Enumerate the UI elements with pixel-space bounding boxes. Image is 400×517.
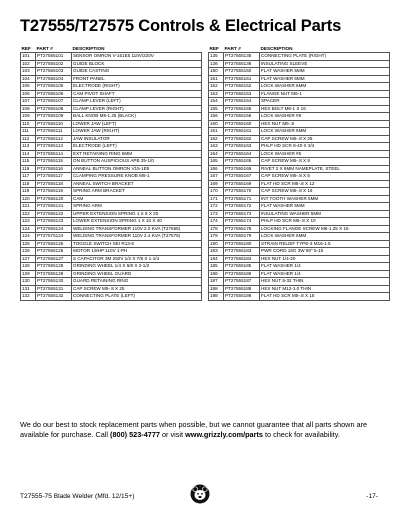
ref-number-cell: 127 [21, 255, 36, 263]
part-number-cell: PT27555113 [36, 143, 72, 151]
description-cell: FLAT WASHER 5MM [260, 203, 390, 211]
table-row [209, 75, 390, 83]
part-number-cell: PT27555187 [224, 278, 260, 286]
table-row [21, 75, 202, 83]
part-number-cell: PT27555183 [224, 248, 260, 256]
part-number-cell: PT27555118 [36, 180, 72, 188]
ref-number-cell: 160 [209, 120, 224, 128]
part-number-cell: PT27555121 [36, 203, 72, 211]
part-number-cell: PT27555151 [224, 75, 260, 83]
ref-number-cell: 178 [209, 225, 224, 233]
description-cell: PHLP HD SCR 8-40 X 3/4 [260, 143, 390, 151]
description-cell: MOTOR 1/8HP 110V 1-PH [72, 248, 202, 256]
table-row [209, 255, 390, 263]
description-cell: UPPER EXTENSION SPRING 1 X 8 X 20 [72, 210, 202, 218]
ref-number-cell: 167 [209, 173, 224, 181]
ref-number-cell: 136 [209, 60, 224, 68]
table-row [209, 90, 390, 98]
description-cell: WELDING TRANSFORMER 110V 2.4 KVA (T27575) [72, 233, 202, 241]
ref-number-cell: 123 [21, 218, 36, 226]
part-number-cell: PT27555178 [224, 225, 260, 233]
description-cell: SPACER [260, 98, 390, 106]
description-cell: WELDING TRANSFORMER 110V 2.0 KVA (T27555) [72, 225, 202, 233]
description-cell: CAM [72, 195, 202, 203]
table-row [209, 135, 390, 143]
description-cell: HEX NUT M5-.8 [260, 120, 390, 128]
ref-number-cell: 179 [209, 233, 224, 241]
table-row [21, 225, 202, 233]
ref-number-cell: 128 [21, 263, 36, 271]
table-row [21, 278, 202, 286]
phone-number: (800) 523-4777 [110, 430, 160, 439]
col-header-part: PART # [36, 46, 53, 51]
description-cell: INSULATING SLEEVE [260, 60, 390, 68]
description-cell: FLAT WASHER 1/4 [260, 263, 390, 271]
part-number-cell: PT27555130 [36, 278, 72, 286]
description-cell: LOCK WASHER #5 [260, 150, 390, 158]
part-number-cell: PT27555107 [36, 98, 72, 106]
description-cell: CAP SCREW M5-.8 X 25 [72, 285, 202, 293]
ref-number-cell: 108 [21, 105, 36, 113]
part-number-cell: PT27555122 [36, 210, 72, 218]
description-cell: PWR CORD 16G 3W 90" 5-15 [260, 248, 390, 256]
table-row [21, 90, 202, 98]
description-cell: GRINDING WHEEL GUARD [72, 270, 202, 278]
table-header-row [21, 45, 202, 53]
part-number-cell: PT27555116 [36, 165, 72, 173]
description-cell: FLAT WASHER 5MM [260, 68, 390, 76]
description-cell: JAW INSULATOR [72, 135, 202, 143]
table-row [21, 263, 202, 271]
part-number-cell: PT27555106 [36, 90, 72, 98]
ref-number-cell: 162 [209, 135, 224, 143]
note-text: or visit [159, 430, 186, 439]
table-row [21, 128, 202, 136]
description-cell: RIVET 2 X 6MM NAMEPLATE, STEEL [260, 165, 390, 173]
ref-number-cell: 174 [209, 218, 224, 226]
description-cell: LOCKING FLANGE SCREW M6-1.25 X 16 [260, 225, 390, 233]
description-cell: BALL KNOB M8-1.25 (BLACK) [72, 113, 202, 121]
description-cell: LOCK WASHER 5MM [260, 128, 390, 136]
description-cell: LOWER JAW (RIGHT) [72, 128, 202, 136]
part-number-cell: PT27555129 [36, 270, 72, 278]
table-row [21, 210, 202, 218]
ref-number-cell: 184 [209, 255, 224, 263]
ref-number-cell: 156 [209, 113, 224, 121]
footer-model-text: T27555-75 Blade Welder (Mfd. 12/15+) [20, 493, 135, 500]
description-cell: GUARD RETAINING RING [72, 278, 202, 286]
part-number-cell: PT27555152 [224, 83, 260, 91]
ref-number-cell: 183 [209, 248, 224, 256]
table-row [21, 150, 202, 158]
table-row [209, 225, 390, 233]
page-number: -17- [366, 493, 378, 500]
part-number-cell: PT27555120 [36, 195, 72, 203]
part-number-cell: PT27555165 [224, 158, 260, 166]
part-number-cell: PT27555162 [224, 135, 260, 143]
ref-number-cell: 173 [209, 210, 224, 218]
table-row [209, 278, 390, 286]
part-number-cell: PT27555104 [36, 75, 72, 83]
description-cell: GRINDING WHEEL 1/4 X 5/8 X 2-1/2 [72, 263, 202, 271]
description-cell: CAP SCREW M5-.8 X 25 [260, 135, 390, 143]
ref-number-cell: 126 [21, 248, 36, 256]
table-row [209, 143, 390, 151]
description-cell: HEX NUT 8-32 THIN [260, 278, 390, 286]
description-cell: INSULATING WASHER 5MM [260, 210, 390, 218]
ref-number-cell: 188 [209, 285, 224, 293]
table-row [209, 270, 390, 278]
col-header-description: DESCRIPTION [260, 46, 293, 51]
description-cell: LOCK WASHER 6MM [260, 233, 390, 241]
table-row [21, 188, 202, 196]
part-number-cell: PT27555108 [36, 105, 72, 113]
part-number-cell: PT27555184 [224, 255, 260, 263]
table-row [21, 98, 202, 106]
table-row [209, 218, 390, 226]
ref-number-cell: 135 [209, 53, 224, 61]
note-text: to check for availability. [262, 430, 340, 439]
ref-number-cell: 117 [21, 173, 36, 181]
table-row [209, 203, 390, 211]
table-row [21, 285, 202, 293]
ref-number-cell: 114 [21, 150, 36, 158]
part-number-cell: PT27555160 [224, 120, 260, 128]
ref-number-cell: 120 [21, 195, 36, 203]
description-cell: CONNECTING PLATE (LEFT) [72, 293, 202, 301]
col-header-ref: REF [209, 46, 219, 51]
description-cell: LOWER EXTENSION SPRING 1 X 10 X 40 [72, 218, 202, 226]
part-number-cell: PT27555109 [36, 113, 72, 121]
part-number-cell: PT27555198 [224, 293, 260, 301]
table-row [209, 240, 390, 248]
description-cell: CAP SCREW M5-.8 X 6 [260, 173, 390, 181]
description-cell: EXT RETAINING RING 5MM [72, 150, 202, 158]
description-cell: FLAT WASHER 6MM [260, 75, 390, 83]
ref-number-cell: 198 [209, 293, 224, 301]
table-row [21, 105, 202, 113]
part-number-cell: PT27555132 [36, 293, 72, 301]
description-cell: CLAMP LEVER (LEFT) [72, 98, 202, 106]
ref-number-cell: 106 [21, 90, 36, 98]
table-row [209, 60, 390, 68]
table-row [21, 68, 202, 76]
ref-number-cell: 124 [21, 225, 36, 233]
ref-number-cell: 163 [209, 143, 224, 151]
part-number-cell: PT27555169 [224, 180, 260, 188]
table-row [209, 165, 390, 173]
table-row [209, 210, 390, 218]
part-number-cell: PT27555117 [36, 173, 72, 181]
part-number-cell: PT27555166 [224, 165, 260, 173]
table-row [21, 53, 202, 61]
table-row [209, 233, 390, 241]
table-row [21, 143, 202, 151]
part-number-cell: PT27555126 [36, 248, 72, 256]
description-cell: CAM PIVOT SHAFT [72, 90, 202, 98]
ref-number-cell: 119 [21, 188, 36, 196]
col-header-ref: REF [21, 46, 31, 51]
description-cell: ELECTRODE (LEFT) [72, 143, 202, 151]
description-cell: FLAT WASHER 1/4 [260, 270, 390, 278]
description-cell: CONNECTING PLATE (RIGHT) [260, 53, 390, 61]
ref-number-cell: 129 [21, 270, 36, 278]
ref-number-cell: 165 [209, 158, 224, 166]
ref-number-cell: 121 [21, 203, 36, 211]
part-number-cell: PT27555172 [224, 203, 260, 211]
description-cell: FLANGE NUT M6-1 [260, 90, 390, 98]
part-number-cell: PT27555110 [36, 120, 72, 128]
table-row [21, 203, 202, 211]
table-row [209, 105, 390, 113]
ref-number-cell: 169 [209, 180, 224, 188]
ref-number-cell: 161 [209, 128, 224, 136]
part-number-cell: PT27555156 [224, 113, 260, 121]
table-row [209, 195, 390, 203]
table-row [21, 255, 202, 263]
table-row [21, 195, 202, 203]
table-row [209, 120, 390, 128]
ref-number-cell: 118 [21, 180, 36, 188]
ref-number-cell: 153 [209, 90, 224, 98]
part-number-cell: PT27555167 [224, 173, 260, 181]
description-cell: ELECTRODE (RIGHT) [72, 83, 202, 91]
part-number-cell: PT27555111 [36, 128, 72, 136]
part-number-cell: PT27555112 [36, 135, 72, 143]
table-row [209, 98, 390, 106]
table-row [209, 285, 390, 293]
part-number-cell: PT27555123 [36, 218, 72, 226]
description-cell: SPRING ARM BRACKET [72, 188, 202, 196]
ref-number-cell: 102 [21, 60, 36, 68]
ref-number-cell: 110 [21, 120, 36, 128]
part-number-cell: PT27555154 [224, 98, 260, 106]
table-row [21, 135, 202, 143]
table-row [209, 128, 390, 136]
ref-number-cell: 103 [21, 68, 36, 76]
description-cell: ANNEAL SWITCH BRACKET [72, 180, 202, 188]
part-number-cell: PT27555179 [224, 233, 260, 241]
table-row [209, 158, 390, 166]
description-cell: FLAT HD SCR M5-.8 X 15 [260, 293, 390, 301]
ref-number-cell: 132 [21, 293, 36, 301]
grizzly-bear-logo-icon [190, 484, 210, 504]
table-row [21, 180, 202, 188]
table-header-row [209, 45, 390, 53]
ref-number-cell: 130 [21, 278, 36, 286]
description-cell: PHLP HD SCR M5-.8 X 10 [260, 218, 390, 226]
part-number-cell: PT27555155 [224, 105, 260, 113]
ref-number-cell: 154 [209, 98, 224, 106]
part-number-cell: PT27575124 [36, 233, 72, 241]
ref-number-cell: 172 [209, 203, 224, 211]
table-row [209, 248, 390, 256]
table-row [21, 158, 202, 166]
ref-number-cell: 164 [209, 150, 224, 158]
part-number-cell: PT27555105 [36, 83, 72, 91]
ref-number-cell: 116 [21, 165, 36, 173]
table-row [21, 240, 202, 248]
ref-number-cell: 186 [209, 270, 224, 278]
part-number-cell: PT27555180 [224, 240, 260, 248]
part-number-cell: PT27555173 [224, 210, 260, 218]
description-cell: INT TOOTH WASHER 5MM [260, 195, 390, 203]
ref-number-cell: 150 [209, 68, 224, 76]
table-row [21, 218, 202, 226]
parts-table-right [208, 45, 390, 301]
description-cell: CAP SCREW M5-.8 X 16 [260, 188, 390, 196]
part-number-cell: PT27555164 [224, 150, 260, 158]
description-cell: GUIDE CASTING [72, 68, 202, 76]
table-row [209, 293, 390, 301]
table-row [209, 150, 390, 158]
table-row [209, 113, 390, 121]
ref-number-cell: 151 [209, 75, 224, 83]
description-cell: ON BUTTON AUSPICIOUS APB 25-1/0 [72, 158, 202, 166]
parts-url-link[interactable]: www.grizzly.com/parts [185, 430, 263, 439]
description-cell: CLAMPING PRESSURE KNOB M6-1 [72, 173, 202, 181]
ref-number-cell: 122 [21, 210, 36, 218]
ref-number-cell: 101 [21, 53, 36, 61]
ref-number-cell: 105 [21, 83, 36, 91]
ref-number-cell: 115 [21, 158, 36, 166]
table-row [21, 113, 202, 121]
ref-number-cell: 125 [21, 240, 36, 248]
ref-number-cell: 152 [209, 83, 224, 91]
part-number-cell: PT27555170 [224, 188, 260, 196]
description-cell: CAP SCREW M5-.8 X 8 [260, 158, 390, 166]
table-row [209, 173, 390, 181]
ref-number-cell: 131 [21, 285, 36, 293]
table-row [209, 180, 390, 188]
page-title: T27555/T27575 Controls & Electrical Parts [20, 17, 342, 35]
ref-number-cell: 166 [209, 165, 224, 173]
ref-number-cell: 170 [209, 188, 224, 196]
part-number-cell: PT27555161 [224, 128, 260, 136]
part-number-cell: PT27555136 [224, 60, 260, 68]
description-cell: TOGGLE SWITCH SEI R13-5 [72, 240, 202, 248]
ref-number-cell: 185 [209, 263, 224, 271]
ref-number-cell: 109 [21, 113, 36, 121]
description-cell: LOCK WASHER #8 [260, 113, 390, 121]
table-row [21, 270, 202, 278]
part-number-cell: PT27555153 [224, 90, 260, 98]
part-number-cell: PT27555114 [36, 150, 72, 158]
col-header-description: DESCRIPTION [72, 46, 105, 51]
table-row [21, 165, 202, 173]
ref-number-cell: 112 [21, 135, 36, 143]
part-number-cell: PT27555186 [224, 270, 260, 278]
description-cell: ANNEAL BUTTON OMRON V15-1E5 [72, 165, 202, 173]
table-row [21, 248, 202, 256]
part-number-cell: PT27555163 [224, 143, 260, 151]
part-number-cell: PT27555185 [224, 263, 260, 271]
ref-number-cell: 171 [209, 195, 224, 203]
part-number-cell: PT27555135 [224, 53, 260, 61]
ref-number-cell: 111 [21, 128, 36, 136]
ref-number-cell: 124 [21, 233, 36, 241]
description-cell: HEX NUT M12-1.0 THIN [260, 285, 390, 293]
ref-number-cell: 180 [209, 240, 224, 248]
description-cell: LOCK WASHER 6MM [260, 83, 390, 91]
col-header-part: PART # [224, 46, 241, 51]
description-cell: CLAMP LEVER (RIGHT) [72, 105, 202, 113]
ref-number-cell: 113 [21, 143, 36, 151]
description-cell: SPRING ARM [72, 203, 202, 211]
part-number-cell: PT27555150 [224, 68, 260, 76]
ref-number-cell: 187 [209, 278, 224, 286]
part-number-cell: PT27555124 [36, 225, 72, 233]
description-cell: S CAPACITOR 3M 250V 1/2 X 7/8 X 1-1/4 [72, 255, 202, 263]
description-cell: HEX NUT 1/4-20 [260, 255, 390, 263]
part-number-cell: PT27555103 [36, 68, 72, 76]
parts-table-left [20, 45, 202, 301]
description-cell: FLAT HD SCR M5-.8 X 12 [260, 180, 390, 188]
part-number-cell: PT27555102 [36, 60, 72, 68]
ref-number-cell: 104 [21, 75, 36, 83]
part-number-cell: PT27555131 [36, 285, 72, 293]
part-number-cell: PT27555171 [224, 195, 260, 203]
table-row [21, 83, 202, 91]
table-row [209, 53, 390, 61]
table-row [21, 120, 202, 128]
table-row [209, 188, 390, 196]
part-number-cell: PT27555128 [36, 263, 72, 271]
table-row [209, 68, 390, 76]
availability-note [20, 420, 380, 440]
note-text: We do our best to stock replacement parts when possible, but we cannot guarantee that all parts shown are available for purchase. Call [20, 420, 368, 439]
description-cell: FRONT PANEL [72, 75, 202, 83]
part-number-cell: PT27555174 [224, 218, 260, 226]
part-number-cell: PT27555125 [36, 240, 72, 248]
table-row [21, 60, 202, 68]
description-cell: STRAIN RELIEF TYPE-3 M16-1.5 [260, 240, 390, 248]
description-cell: SENSOR OMRON V-151E5 110V/220V [72, 53, 202, 61]
ref-number-cell: 107 [21, 98, 36, 106]
ref-number-cell: 155 [209, 105, 224, 113]
part-number-cell: PT27555127 [36, 255, 72, 263]
part-number-cell: PT27555101 [36, 53, 72, 61]
table-row [209, 83, 390, 91]
description-cell: LOWER JAW (LEFT) [72, 120, 202, 128]
description-cell: GUIDE BLOCK [72, 60, 202, 68]
description-cell: HEX BOLT M6-1 X 16 [260, 105, 390, 113]
table-row [21, 233, 202, 241]
part-number-cell: PT27555188 [224, 285, 260, 293]
part-number-cell: PT27555115 [36, 158, 72, 166]
table-row [21, 173, 202, 181]
table-row [21, 293, 202, 301]
table-row [209, 263, 390, 271]
part-number-cell: PT27555119 [36, 188, 72, 196]
